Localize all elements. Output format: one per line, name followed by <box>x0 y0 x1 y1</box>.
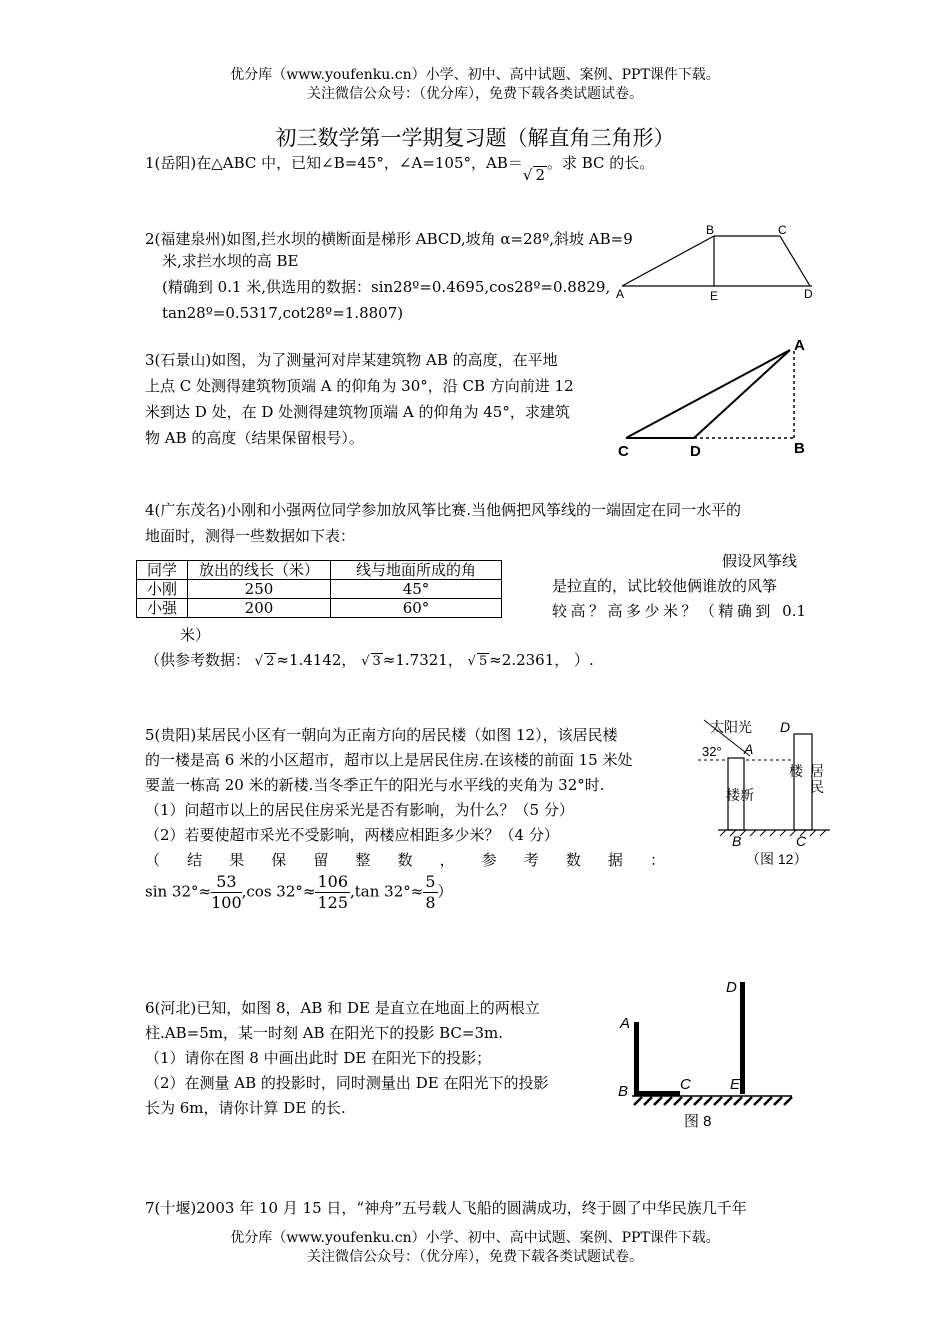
q3-line-3: 米到达 D 处，在 D 处测得建筑物顶端 A 的仰角为 45°，求建筑 <box>145 403 570 421</box>
q1-sqrt: 2 <box>535 166 545 184</box>
q5-line-4: （1）问超市以上的居民住房采光是否有影响，为什么？（5 分） <box>145 801 574 819</box>
q4-line-2: 地面时，测得一些数据如下表： <box>145 527 356 545</box>
q2-trapezoid-figure <box>612 222 822 304</box>
question-1: 1(岳阳)在△ABC 中，已知∠B=45°，∠A=105°，AB＝√ 2。求 BC 的长。 <box>145 154 655 184</box>
label-a: A <box>620 1015 631 1032</box>
angle-label: 32° <box>702 744 722 759</box>
ref-value-1: ≈1.4142， <box>276 651 357 669</box>
table-header: 放出的线长（米） <box>188 561 331 580</box>
label-c: C <box>778 223 787 237</box>
q6-line-3: （1）请你在图 8 中画出此时 DE 在阳光下的投影； <box>145 1049 492 1067</box>
q1-text: 1(岳阳)在△ABC 中，已知∠B=45°，∠A=105°，AB＝ <box>145 154 523 172</box>
q5-line-3: 要盖一栋高 20 米的新楼.当冬季正午的阳光与水平线的夹角为 32°时. <box>145 776 605 794</box>
label-d: D <box>726 979 737 996</box>
pillar-de <box>740 982 745 1094</box>
figure-8-caption: 图 8 <box>684 1113 712 1130</box>
residential-char-2: 民 <box>810 779 824 795</box>
label-e: E <box>710 289 719 303</box>
header-line-1: 优分库（www.youfenku.cn）小学、初中、高中试题、案例、PPT课件下载。 <box>230 67 720 83</box>
ref-sqrt-2: 2 <box>266 654 275 669</box>
new-building-char-2: 新 <box>740 787 754 803</box>
point-d-label: D <box>780 719 791 735</box>
cos-label: ,cos 32°≈ <box>241 882 316 901</box>
table-cell: 60° <box>331 599 502 618</box>
tan-numerator: 5 <box>425 872 436 891</box>
q1-text-end: 。求 BC 的长。 <box>546 154 655 172</box>
table-row <box>137 599 502 618</box>
table-cell: 250 <box>188 580 331 599</box>
table-header-row <box>137 561 502 580</box>
tan-fraction <box>423 872 437 913</box>
q2-line-3: (精确到 0.1 米,供选用的数据：sin28º=0.4695,cos28º=0.8829, <box>162 278 611 296</box>
sin-label: sin 32°≈ <box>145 882 212 901</box>
label-a: A <box>616 287 625 301</box>
q6-pillars-figure <box>612 974 802 1134</box>
q5-line-1: 5(贵阳)某居民小区有一朝向为正南方向的居民楼（如图 12），该居民楼 <box>145 726 618 744</box>
table-cell: 45° <box>331 580 502 599</box>
q3-line-1: 3(石景山)如图，为了测量河对岸某建筑物 AB 的高度，在平地 <box>145 351 558 369</box>
label-a: A <box>794 337 805 354</box>
trapezoid-slope-ab <box>622 236 714 286</box>
ref-prefix: （供参考数据： <box>145 651 251 669</box>
label-d: D <box>690 443 701 460</box>
table-cell: 小强 <box>137 599 188 618</box>
page-title: 初三数学第一学期复习题（解直角三角形） <box>275 126 675 150</box>
kite-data-table <box>136 560 502 618</box>
table-row <box>137 580 502 599</box>
q5-line-6: （ 结 果 保 留 整 数 ， 参 考 数 据 ： <box>145 851 665 869</box>
cos-fraction <box>315 872 350 913</box>
residential-char-3: 楼 <box>789 763 803 779</box>
q6-line-1: 6(河北)已知，如图 8，AB 和 DE 是直立在地面上的两根立 <box>145 999 540 1017</box>
ref-sqrt-5: 5 <box>478 654 488 669</box>
point-a-label: A <box>744 741 754 757</box>
q6-line-5: 长为 6m，请你计算 DE 的长. <box>145 1099 346 1117</box>
point-b-label: B <box>732 833 742 849</box>
footer-line-1: 优分库（www.youfenku.cn）小学、初中、高中试题、案例、PPT课件下载。 <box>230 1230 720 1246</box>
sin-numerator: 53 <box>211 872 242 893</box>
table-cell: 200 <box>188 599 331 618</box>
header-line-2: 关注微信公众号：（优分库），免费下载各类试题试卷。 <box>307 86 643 102</box>
q4-line-3: 米） <box>180 626 211 644</box>
label-d: D <box>804 287 813 301</box>
q7-line-1: 7(十堰)2003 年 10 月 15 日，“神舟”五号载人飞船的圆满成功，终于圆了中华民族几千年 <box>145 1199 747 1217</box>
table-header: 同学 <box>137 561 188 580</box>
label-c: C <box>618 443 629 460</box>
new-building-char-1: 楼 <box>726 787 740 803</box>
ground-hatching <box>634 1097 792 1105</box>
q4-reference-data: （供参考数据： √ 2 ≈1.4142， √ 3 ≈1.7321， √ 5 ≈2.2361， ）. <box>145 651 594 669</box>
q6-line-2: 柱.AB=5m，某一时刻 AB 在阳光下的投影 BC=3m. <box>145 1024 504 1042</box>
label-b: B <box>618 1083 629 1100</box>
q5-line-5: （2）若要使超市采光不受影响，两楼应相距多少米？（4 分） <box>145 826 559 844</box>
sun-label: 太阳光 <box>710 719 752 735</box>
tan-label: ,tan 32°≈ <box>350 882 424 901</box>
q5-buildings-figure <box>690 712 835 872</box>
q2-line-4: tan28º=0.5317,cot28º=1.8807) <box>162 304 404 322</box>
pillar-ab <box>634 1022 639 1094</box>
q3-building-figure <box>612 334 817 464</box>
q4-side-1: 假设风筝线 <box>722 552 798 570</box>
footer-line-2: 关注微信公众号：（优分库），免费下载各类试题试卷。 <box>307 1249 643 1265</box>
residential-char-1: 居 <box>810 763 824 779</box>
table-header: 线与地面所成的角 <box>331 561 502 580</box>
label-c: C <box>680 1076 691 1093</box>
q4-side-3: 较高？高多少米？（精确到 0.1 <box>552 602 806 620</box>
label-b: B <box>794 440 805 457</box>
cos-numerator: 106 <box>317 872 349 891</box>
label-e: E <box>730 1076 741 1093</box>
q6-line-4: （2）在测量 AB 的投影时，同时测量出 DE 在阳光下的投影 <box>145 1074 549 1092</box>
q3-line-2: 上点 C 处测得建筑物顶端 A 的仰角为 30°，沿 CB 方向前进 12 <box>145 377 574 395</box>
cos-denominator: 125 <box>317 893 349 912</box>
tan-denominator: 8 <box>425 893 436 912</box>
q4-side-2: 是拉直的，试比较他俩谁放的风筝 <box>552 577 778 595</box>
q2-line-2: 米,求拦水坝的高 BE <box>162 252 299 270</box>
q4-line-1: 4(广东茂名)小刚和小强两位同学参加放风筝比赛.当他俩把风筝线的一端固定在同一水平的 <box>145 501 742 519</box>
q3-line-4: 物 AB 的高度（结果保留根号）。 <box>145 429 364 447</box>
q5-reference-formula <box>145 872 453 913</box>
q2-line-1: 2(福建泉州)如图,拦水坝的横断面是梯形 ABCD,坡角 α=28º,斜坡 AB=9 <box>145 230 633 248</box>
sin-denominator: 100 <box>211 893 242 912</box>
ref-sqrt-3: 3 <box>372 654 381 669</box>
q5-line-2: 的一楼是高 6 米的小区超市，超市以上是居民住房.在该楼的前面 15 米处 <box>145 751 633 769</box>
sin-fraction <box>211 872 242 913</box>
table-cell: 小刚 <box>137 580 188 599</box>
ref-value-2: ≈1.7321， <box>382 651 463 669</box>
formula-close: ） <box>437 882 453 901</box>
label-b: B <box>706 223 715 237</box>
trapezoid-slope-cd <box>780 236 810 286</box>
point-c-label: C <box>796 833 807 849</box>
figure-12-caption: （图 12） <box>746 851 808 867</box>
ref-value-3: ≈2.2361， ）. <box>489 651 594 669</box>
